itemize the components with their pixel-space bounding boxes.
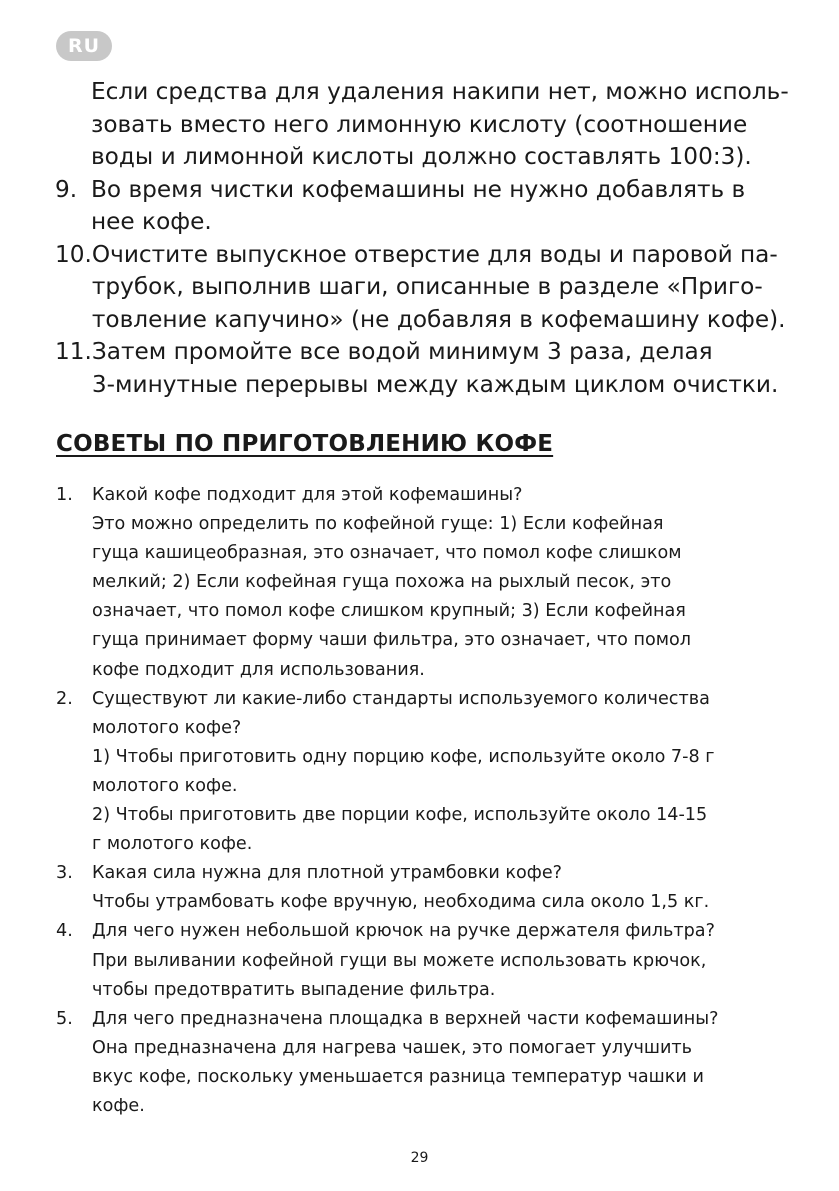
tip-text: [92, 685, 796, 860]
text-line: кофе.: [92, 1095, 145, 1116]
step-text: [92, 239, 795, 337]
page-number: 29: [410, 1150, 429, 1166]
step-number: 11.: [55, 338, 92, 365]
text-line: Во время чистки кофемашины не нужно добавлять в: [91, 175, 746, 203]
text-line: Для чего нужен небольшой крючок на ручке держателя фильтра?: [92, 921, 715, 942]
text-line: зовать вместо него лимонную кислоту (соотношение: [91, 110, 748, 138]
text-line: трубок, выполнив шаги, описанные в разделе «Приго-: [91, 273, 763, 300]
continued-paragraph: [55, 76, 795, 174]
tip-4: [56, 917, 796, 1004]
text-line: мелкий; 2) Если кофейная гуща похожа на рыхлый песок, это: [92, 572, 672, 593]
text-line: товление капучино» (не добавляя в кофемашину кофе).: [91, 305, 786, 333]
cleaning-steps: [55, 76, 795, 401]
step-11: [55, 336, 795, 401]
tip-text: [92, 859, 796, 917]
text-line: вкус кофе, поскольку уменьшается разница температур чашки и: [92, 1066, 704, 1087]
text-line: молотого кофе.: [92, 775, 238, 796]
text-line: 2) Чтобы приготовить две порции кофе, используйте около 14-15: [92, 805, 708, 826]
text-line: Затем промойте все водой минимум 3 раза, делая: [91, 338, 713, 365]
step-text: [92, 336, 795, 401]
tip-text: [92, 1005, 796, 1121]
tip-2: [56, 685, 796, 860]
tip-number: 5.: [56, 1008, 73, 1029]
text-line: 3-минутные перерывы между каждым циклом очистки.: [91, 370, 779, 398]
text-line: кофе подходит для использования.: [92, 659, 425, 680]
coffee-tips-list: [56, 481, 796, 1121]
step-number: 10.: [55, 240, 92, 268]
text-line: Она предназначена для нагрева чашек, это помогает улучшить: [92, 1037, 693, 1058]
step-number: 9.: [55, 175, 78, 203]
tip-3: [56, 859, 796, 917]
tip-text: [92, 481, 796, 685]
text-line: Очистите выпускное отверстие для воды и паровой па-: [91, 240, 778, 268]
section-title: СОВЕТЫ ПО ПРИГОТОВЛЕНИЮ КОФЕ: [56, 431, 554, 457]
text-line: Какая сила нужна для плотной утрамбовки кофе?: [92, 863, 562, 884]
tip-number: 3.: [56, 863, 73, 884]
step-10: [55, 239, 795, 337]
text-line: Какой кофе подходит для этой кофемашины?: [92, 485, 523, 505]
text-line: г молотого кофе.: [92, 834, 253, 855]
step-9: [55, 174, 795, 239]
text-line: чтобы предотвратить выпадение фильтра.: [92, 979, 496, 1000]
language-badge: RU: [56, 31, 112, 61]
tip-number: 4.: [56, 921, 73, 942]
text-line: Это можно определить по кофейной гуще: 1) Если кофейная: [92, 514, 664, 535]
text-line: 1) Чтобы приготовить одну порцию кофе, используйте около 7-8 г: [92, 746, 715, 767]
tip-5: [56, 1005, 796, 1121]
text-line: воды и лимонной кислоты должно составлять 100:3).: [91, 143, 752, 170]
text-line: Существуют ли какие-либо стандарты используемого количества: [92, 688, 710, 709]
tip-1: [56, 481, 796, 685]
text-line: При выливании кофейной гущи вы можете использовать крючок,: [92, 950, 707, 971]
tip-number: 1.: [56, 485, 73, 505]
text-line: гуща кашицеобразная, это означает, что помол кофе слишком: [92, 543, 682, 564]
text-line: Чтобы утрамбовать кофе вручную, необходима сила около 1,5 кг.: [92, 892, 710, 913]
tip-number: 2.: [56, 688, 73, 709]
text-line: Для чего предназначена площадка в верхней части кофемашины?: [92, 1008, 719, 1029]
step-text: [91, 174, 795, 239]
text-line: нее кофе.: [91, 208, 212, 235]
text-line: молотого кофе?: [92, 717, 242, 738]
tip-text: [92, 917, 796, 1004]
text-line: Если средства для удаления накипи нет, можно исполь-: [91, 78, 789, 105]
text-line: означает, что помол кофе слишком крупный; 3) Если кофейная: [92, 601, 686, 622]
text-line: гуща принимает форму чаши фильтра, это означает, что помол: [92, 630, 692, 651]
